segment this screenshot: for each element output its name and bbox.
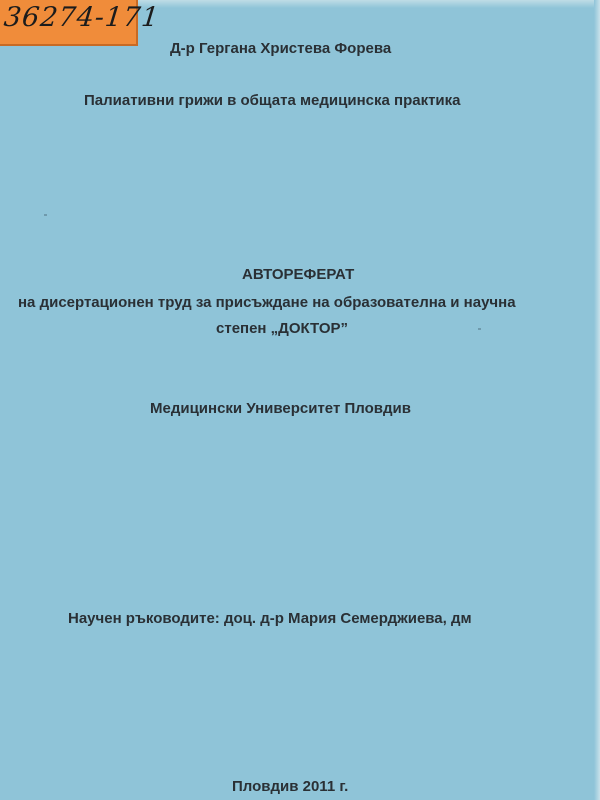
scan-speck (44, 214, 47, 216)
scientific-adviser: Научен ръководите: доц. д-р Мария Семерджиева, дм (68, 610, 472, 627)
scan-edge (594, 0, 600, 800)
stamp-number: 36274-171 (2, 2, 162, 33)
university-name: Медицински Университет Пловдив (150, 400, 411, 417)
library-stamp (0, 0, 162, 46)
description-line: степен „ДОКТОР” (216, 320, 349, 337)
dissertation-title: Палиативни грижи в общата медицинска практика (84, 92, 461, 109)
description-line: на дисертационен труд за присъждане на образователна и научна (18, 294, 516, 311)
document-type-heading: АВТОРЕФЕРАТ (242, 266, 355, 283)
author-name: Д-р Гергана Христева Форева (170, 40, 392, 57)
place-and-year: Пловдив 2011 г. (232, 778, 349, 795)
scan-speck (478, 328, 481, 330)
